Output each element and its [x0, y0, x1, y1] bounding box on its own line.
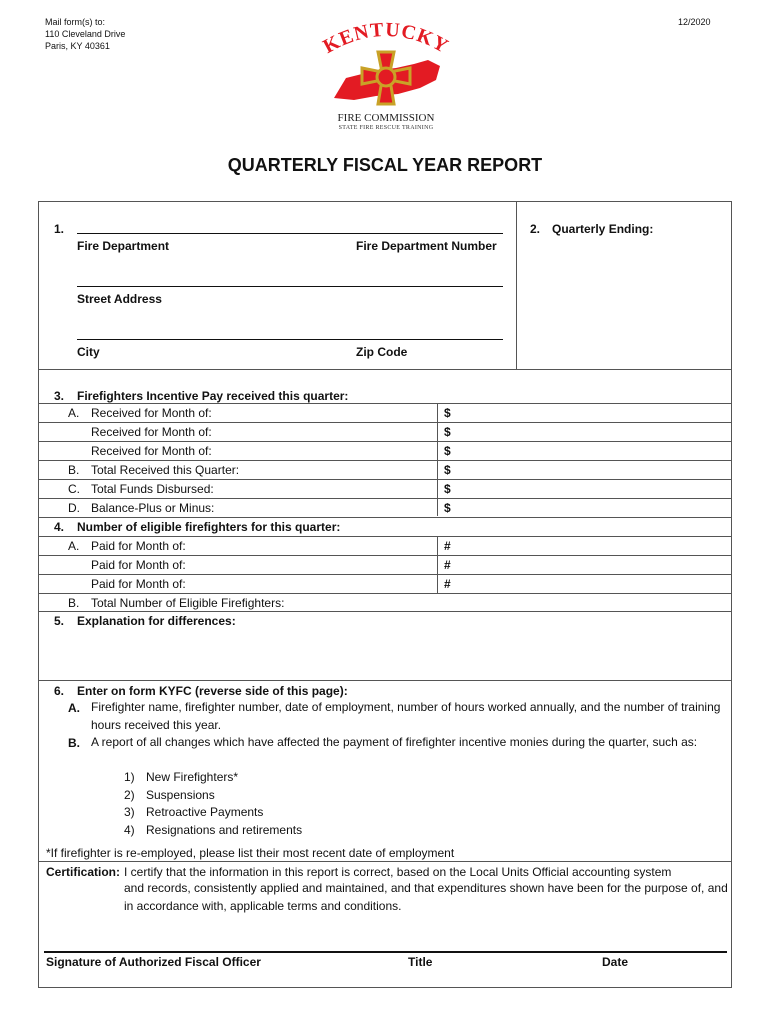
section3-heading: Firefighters Incentive Pay received this quarter:: [77, 389, 349, 403]
s6-list-item2: Suspensions: [146, 788, 215, 802]
s3-row-d-letter: D.: [68, 501, 80, 515]
s4-row-b-letter: B.: [68, 596, 80, 610]
s6-bottom-line: [38, 861, 732, 862]
s6-list-n4: 4): [124, 823, 135, 837]
s4-row-b-text: Total Number of Eligible Firefighters:: [91, 596, 285, 610]
section4-heading: Number of eligible firefighters for this quarter:: [77, 520, 341, 534]
signature-title-label: Title: [408, 955, 433, 969]
s6-list-n2: 2): [124, 788, 135, 802]
s3-row-b-sym[interactable]: $: [444, 463, 451, 477]
section3-number: 3.: [54, 389, 65, 403]
section5-heading: Explanation for differences:: [77, 614, 236, 628]
s3-row-a-sym[interactable]: $: [444, 406, 451, 420]
s6-b-letter: B.: [68, 736, 80, 750]
explanation-field[interactable]: [40, 630, 730, 678]
section2-number: 2.: [530, 222, 541, 236]
s3-row-d-sym[interactable]: $: [444, 501, 451, 515]
s4-row-a-letter: A.: [68, 539, 80, 553]
s3-row-a-text: Received for Month of:: [91, 406, 212, 420]
s5-bottom-line: [38, 680, 732, 681]
kentucky-fire-commission-logo: [316, 22, 456, 134]
section4-number: 4.: [54, 520, 65, 534]
s4-row-a3-text: Paid for Month of:: [91, 577, 186, 591]
mail-line3: Paris, KY 40361: [45, 41, 110, 51]
logo-text-line2: STATE FIRE RESCUE TRAINING: [338, 125, 434, 131]
certification-label: Certification:: [46, 865, 121, 879]
street-address-field[interactable]: [77, 275, 503, 287]
s3-row-a2-sym[interactable]: $: [444, 425, 451, 439]
quarterly-ending-label[interactable]: Quarterly Ending:: [552, 222, 654, 236]
s6-list-item3: Retroactive Payments: [146, 805, 264, 819]
s3-row-a2-text: Received for Month of:: [91, 425, 212, 439]
s6-list-n1: 1): [124, 770, 135, 784]
section-divider-horizontal: [38, 369, 732, 370]
section-divider-vertical: [516, 201, 517, 369]
s3-row-b-text: Total Received this Quarter:: [91, 463, 240, 477]
city-zip-field[interactable]: [77, 328, 503, 340]
reemploy-footnote: *If firefighter is re-employed, please list their most recent date of employment: [46, 846, 455, 860]
s4-row-a-sym[interactable]: #: [444, 539, 451, 553]
fire-department-number-label: Fire Department Number: [356, 239, 497, 253]
s3-row-c-text: Total Funds Disbursed:: [91, 482, 214, 496]
signature-officer-label: Signature of Authorized Fiscal Officer: [46, 955, 261, 969]
s6-b-text: A report of all changes which have affected the payment of firefighter incentive monies during the quarter, such as:: [91, 735, 698, 749]
s3-row-c-sym[interactable]: $: [444, 482, 451, 496]
s6-list-item1: New Firefighters*: [146, 770, 239, 784]
s6-a-text: Firefighter name, firefighter number, date of employment, number of hours worked annually, and the number of training hours received this year.: [91, 700, 721, 732]
s4-row-a3-sym[interactable]: #: [444, 577, 451, 591]
section1-number: 1.: [54, 222, 65, 236]
count-column-left: [437, 536, 438, 593]
mail-line2: 110 Cleveland Drive: [45, 29, 126, 39]
signature-date-label: Date: [602, 955, 629, 969]
zip-code-label: Zip Code: [356, 345, 408, 359]
s4-row-a2-text: Paid for Month of:: [91, 558, 186, 572]
svg-text:KENTUCKY: KENTUCKY: [319, 22, 453, 58]
fire-department-field[interactable]: [77, 222, 503, 234]
s4-row-a2-sym[interactable]: #: [444, 558, 451, 572]
s3-row-c-letter: C.: [68, 482, 80, 496]
fire-department-label: Fire Department: [77, 239, 170, 253]
s3-row-d-text: Balance-Plus or Minus:: [91, 501, 215, 515]
s4-row-a-text: Paid for Month of:: [91, 539, 186, 553]
s3-row-a-letter: A.: [68, 406, 80, 420]
s3-row-a3-sym[interactable]: $: [444, 444, 451, 458]
s6-list-n3: 3): [124, 805, 135, 819]
section6-heading: Enter on form KYFC (reverse side of this page):: [77, 684, 348, 698]
logo-text-line1: FIRE COMMISSION: [337, 112, 435, 124]
s6-list-item4: Resignations and retirements: [146, 823, 303, 837]
mail-line1: Mail form(s) to:: [45, 17, 106, 27]
form-date: 12/2020: [678, 17, 711, 27]
mail-address: [45, 16, 125, 52]
s6-a-letter: A.: [68, 701, 80, 715]
certification-rest: and records, consistently applied and maintained, and that expenditures shown have been for the purpose of, and in accordance with, applicable terms and conditions.: [124, 881, 728, 913]
certification-line1: I certify that the information in this report is correct, based on the Local Units Official accounting system: [124, 865, 672, 879]
page-title: QUARTERLY FISCAL YEAR REPORT: [227, 155, 543, 175]
s3-row-b-letter: B.: [68, 463, 80, 477]
street-address-label: Street Address: [77, 292, 162, 306]
section5-number: 5.: [54, 614, 65, 628]
section6-number: 6.: [54, 684, 65, 698]
city-label: City: [77, 345, 100, 359]
s3-row-a3-text: Received for Month of:: [91, 444, 212, 458]
